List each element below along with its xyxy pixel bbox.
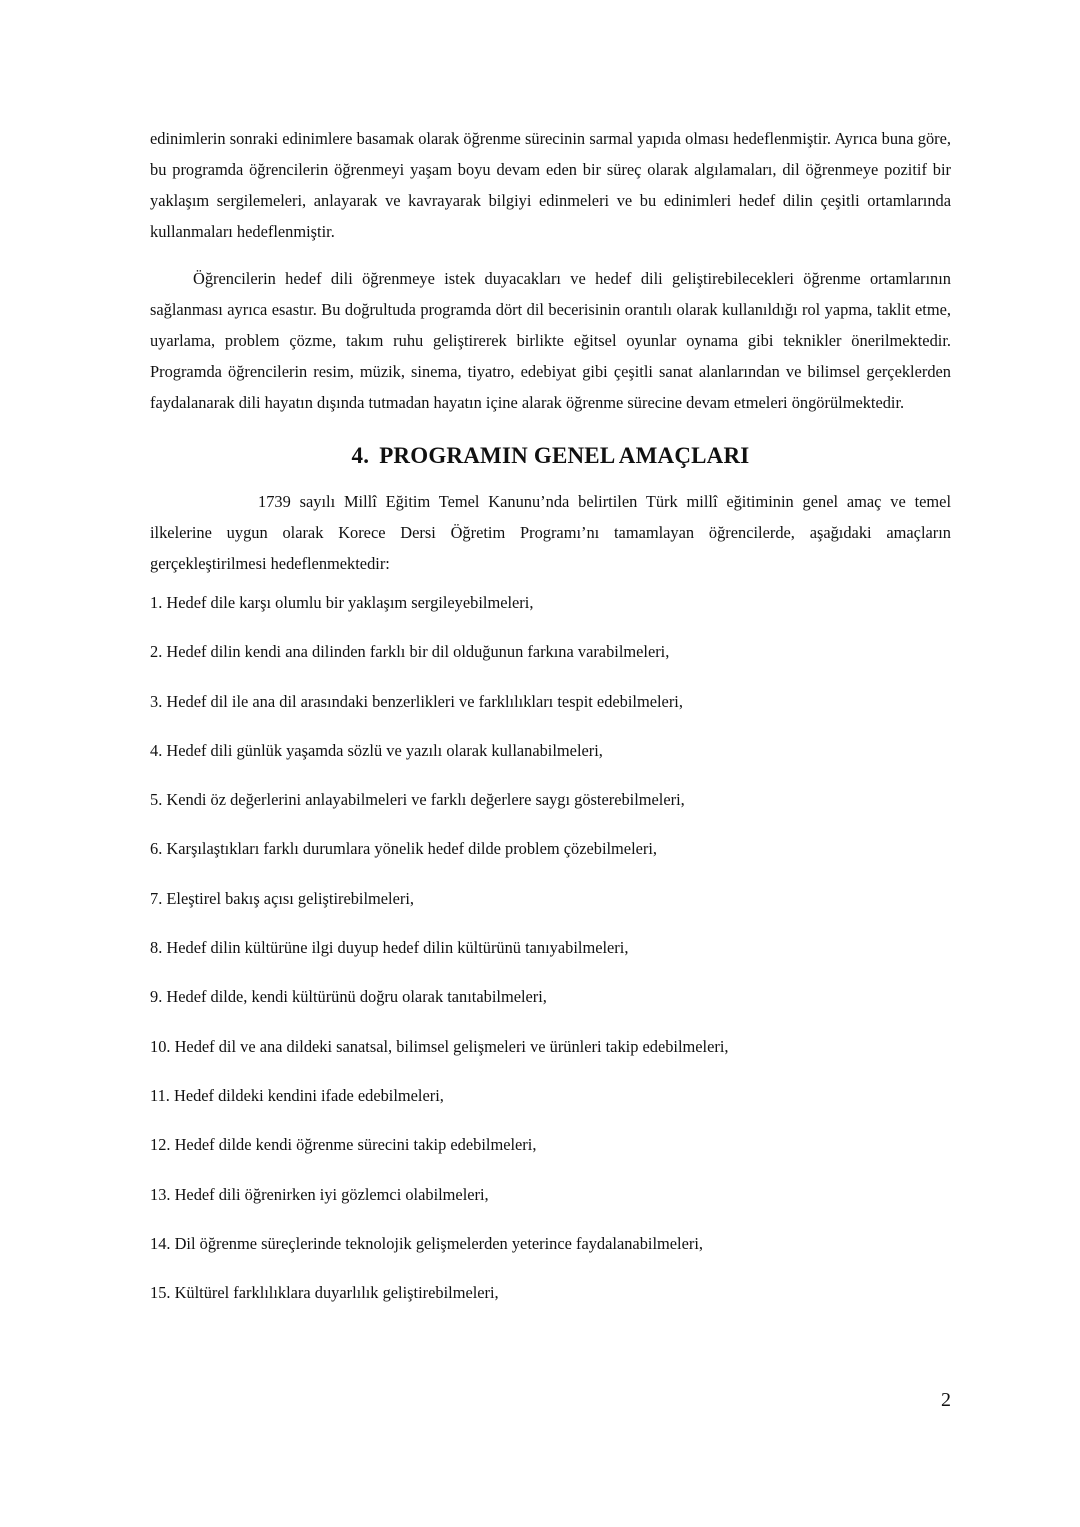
section-title: PROGRAMIN GENEL AMAÇLARI — [379, 443, 750, 468]
goal-item: 1. Hedef dile karşı olumlu bir yaklaşım sergileyebilmeleri, — [150, 593, 534, 612]
goals-list — [150, 587, 951, 1308]
goal-item: 12. Hedef dilde kendi öğrenme sürecini takip edebilmeleri, — [150, 1135, 537, 1155]
goal-item: 13. Hedef dili öğrenirken iyi gözlemci olabilmeleri, — [150, 1184, 489, 1204]
goal-item: 10. Hedef dil ve ana dildeki sanatsal, bilimsel gelişmeleri ve ürünleri takip edebilmeleri, — [150, 1036, 729, 1056]
goal-item: 9. Hedef dilde, kendi kültürünü doğru olarak tanıtabilmeleri, — [150, 987, 547, 1007]
goal-item: 2. Hedef dilin kendi ana dilinden farklı bir dil olduğunun farkına varabilmeleri, — [150, 642, 670, 662]
goal-item: 5. Kendi öz değerlerini anlayabilmeleri ve farklı değerlere saygı gösterebilmeleri, — [150, 790, 685, 810]
section-intro-paragraph: 1739 sayılı Millî Eğitim Temel Kanunu’nda belirtilen Türk millî eğitiminin genel amaç ve temel ilkelerine uygun olarak Korece Dersi Öğretim Programı’nı tamamlayan öğrencilerde, aşağıdaki amaçların gerçekleştirilmesi hedeflenmektedir: — [150, 492, 951, 573]
goal-item: 8. Hedef dilin kültürüne ilgi duyup hedef dilin kültürünü tanıyabilmeleri, — [150, 938, 629, 958]
goal-item: 7. Eleştirel bakış açısı geliştirebilmeleri, — [150, 888, 414, 908]
section-number: 4. — [351, 443, 370, 468]
goal-item: 11. Hedef dildeki kendini ifade edebilmeleri, — [150, 1085, 444, 1105]
goal-item: 4. Hedef dili günlük yaşamda sözlü ve yazılı olarak kullanabilmeleri, — [150, 740, 603, 760]
intro-paragraph: edinimlerin sonraki edinimlere basamak olarak öğrenme sürecinin sarmal yapıda olması hedeflenmiştir. Ayrıca buna göre, bu programda öğrencilerin öğrenmeyi yaşam boyu devam eden bir süreç olarak algılamaları, dil öğrenmeye pozitif bir yaklaşım sergilemeleri, anlayarak ve kavrayarak bilgiyi edinmeleri ve bu edinimleri hedef dilin çeşitli ortamlarında kullanmaları hedeflenmiştir. — [150, 129, 951, 241]
second-paragraph: Öğrencilerin hedef dili öğrenmeye istek duyacakları ve hedef dili geliştirebilecekleri öğrenme ortamlarının sağlanması ayrıca esastır. Bu doğrultuda programda dört dil becerisinin orantılı olarak kullanıldığı rol yapma, taklit etme, uyarlama, problem çözme, takım ruhu geliştirerek birlikte eğitsel oyunlar oynama gibi teknikler önerilmektedir. Programda öğrencilerin resim, müzik, sinema, tiyatro, edebiyat gibi çeşitli sanat alanlarından ve bilimsel gerçeklerden faydalanarak dili hayatın dışında tutmadan hayatın içine alarak öğrenme sürecine devam etmeleri öngörülmektedir. — [150, 269, 951, 412]
page-number: 2 — [941, 1389, 951, 1411]
goal-item: 3. Hedef dil ile ana dil arasındaki benzerlikleri ve farklılıkları tespit edebilmeleri, — [150, 691, 683, 711]
goal-item: 15. Kültürel farklılıklara duyarlılık geliştirebilmeleri, — [150, 1283, 499, 1303]
goal-item: 14. Dil öğrenme süreçlerinde teknolojik gelişmelerden yeterince faydalanabilmeleri, — [150, 1233, 703, 1253]
goal-item: 6. Karşılaştıkları farklı durumlara yönelik hedef dilde problem çözebilmeleri, — [150, 839, 658, 859]
document-page — [150, 123, 951, 1326]
section-heading — [150, 440, 951, 472]
